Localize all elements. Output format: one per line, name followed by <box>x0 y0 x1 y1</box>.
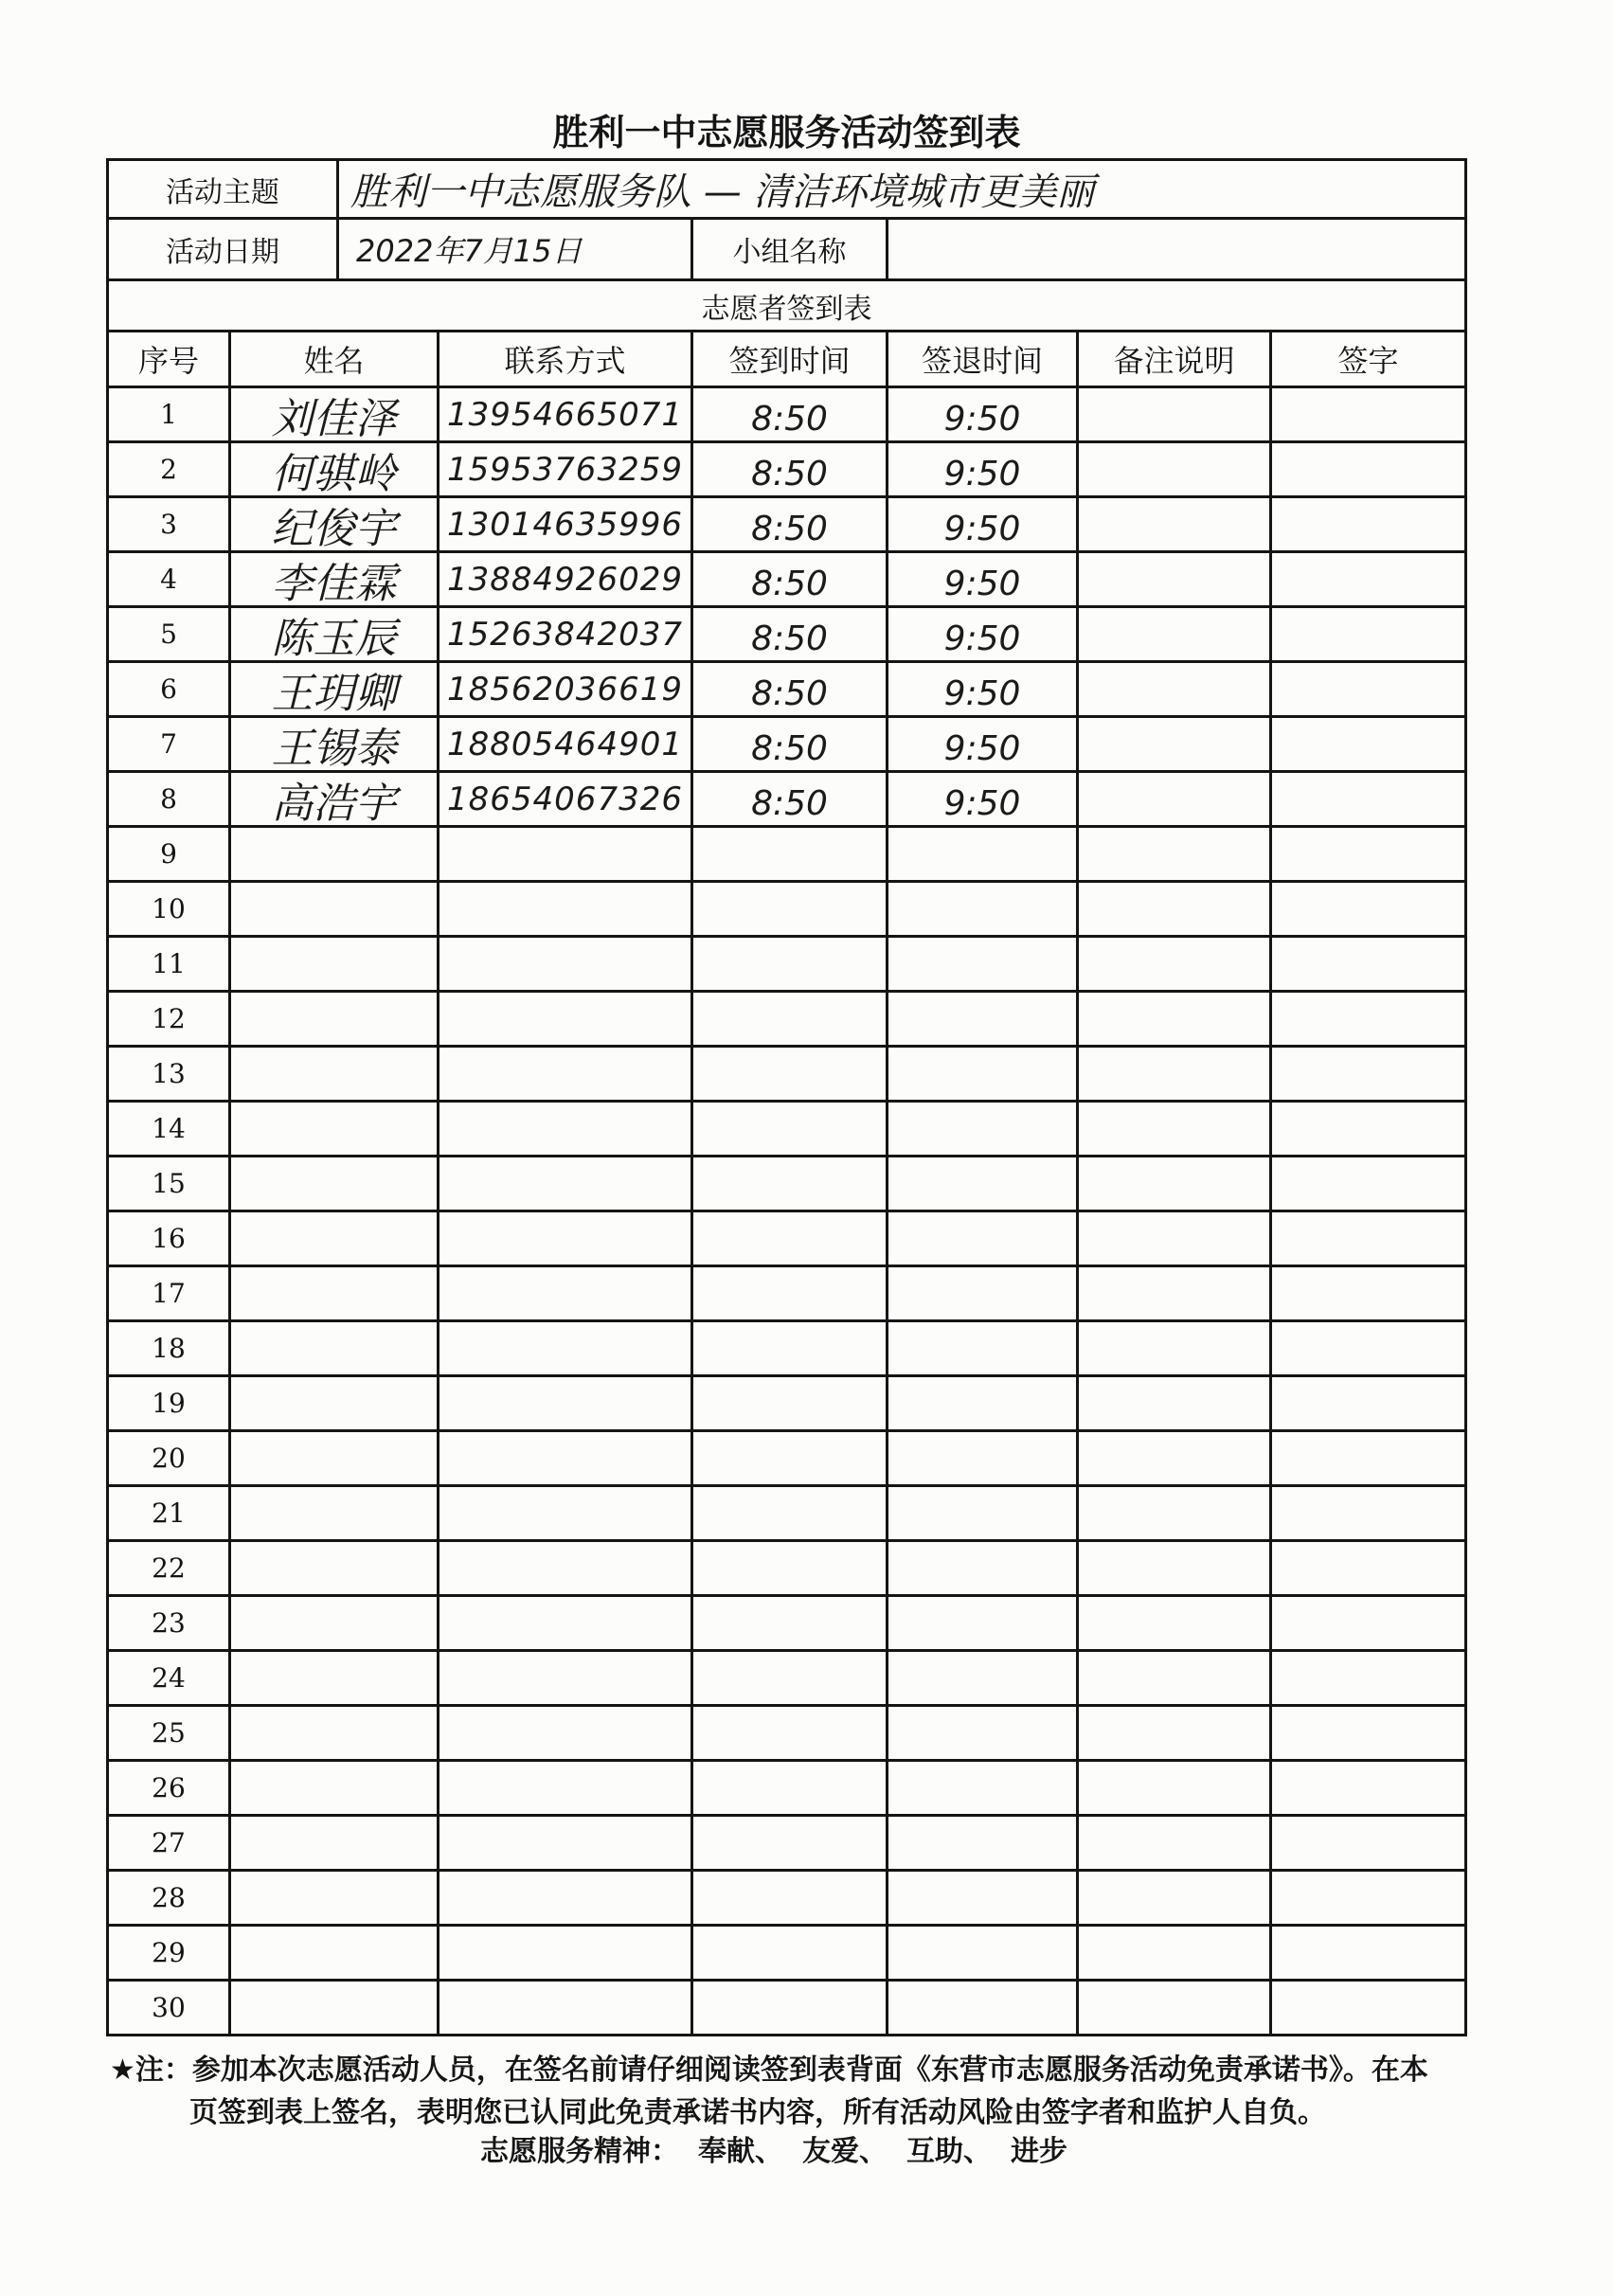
signature-cell <box>1272 1597 1467 1652</box>
sign-in-time <box>693 993 888 1048</box>
contact-phone <box>439 1817 693 1872</box>
sign-in-time <box>693 1487 888 1542</box>
volunteer-name <box>231 1212 439 1267</box>
contact-phone <box>439 1267 693 1322</box>
volunteer-name <box>231 1267 439 1322</box>
remark-cell <box>1079 828 1272 883</box>
sign-in-time: 8:50 <box>693 498 888 553</box>
sign-out-time: 9:50 <box>888 718 1079 773</box>
volunteer-name <box>231 883 439 938</box>
sign-in-time <box>693 938 888 993</box>
remark-cell <box>1079 1762 1272 1817</box>
sign-out-time <box>888 1432 1079 1487</box>
row-number: 26 <box>109 1762 231 1817</box>
spirit-value: 互助、 <box>906 2135 992 2168</box>
sign-out-time <box>888 1982 1079 2036</box>
activity-date-label: 活动日期 <box>109 220 339 281</box>
contact-phone <box>439 1157 693 1212</box>
signature-cell <box>1272 1267 1467 1322</box>
remark-cell <box>1079 1542 1272 1597</box>
row-number: 3 <box>109 498 231 553</box>
volunteer-name <box>231 1432 439 1487</box>
row-number: 30 <box>109 1982 231 2036</box>
row-number: 25 <box>109 1707 231 1762</box>
contact-phone <box>439 1322 693 1377</box>
sign-in-time <box>693 1872 888 1927</box>
row-number: 6 <box>109 663 231 718</box>
sign-out-time <box>888 938 1079 993</box>
sign-in-time <box>693 1267 888 1322</box>
remark-cell <box>1079 883 1272 938</box>
spirit-value: 奉献、 <box>698 2135 783 2168</box>
contact-phone <box>439 883 693 938</box>
group-name-label: 小组名称 <box>693 220 888 281</box>
contact-phone <box>439 1872 693 1927</box>
sign-out-time <box>888 1762 1079 1817</box>
sign-in-time <box>693 1927 888 1982</box>
volunteer-name: 纪俊宇 <box>231 498 439 553</box>
row-number: 8 <box>109 773 231 828</box>
sign-out-time <box>888 1103 1079 1157</box>
remark-cell <box>1079 1927 1272 1982</box>
volunteer-spirit <box>480 2133 1067 2171</box>
signin-section-title: 志愿者签到表 <box>109 281 1467 332</box>
signature-cell <box>1272 498 1467 553</box>
volunteer-name: 李佳霖 <box>231 553 439 608</box>
signature-cell <box>1272 443 1467 498</box>
sign-in-time <box>693 1817 888 1872</box>
signature-cell <box>1272 1542 1467 1597</box>
row-number: 20 <box>109 1432 231 1487</box>
sign-in-time <box>693 1157 888 1212</box>
sign-out-time <box>888 1927 1079 1982</box>
row-number: 1 <box>109 388 231 443</box>
volunteer-name <box>231 1982 439 2036</box>
volunteer-name <box>231 828 439 883</box>
sign-out-time <box>888 883 1079 938</box>
contact-phone <box>439 1652 693 1707</box>
sign-in-time <box>693 1707 888 1762</box>
remark-cell <box>1079 993 1272 1048</box>
remark-cell <box>1079 553 1272 608</box>
volunteer-name <box>231 938 439 993</box>
signature-cell <box>1272 1817 1467 1872</box>
signature-cell <box>1272 1982 1467 2036</box>
remark-cell <box>1079 1267 1272 1322</box>
contact-phone <box>439 1212 693 1267</box>
volunteer-name <box>231 1652 439 1707</box>
remark-cell <box>1079 1817 1272 1872</box>
activity-date-value: 2022年7月15日 <box>339 220 693 281</box>
signature-cell <box>1272 938 1467 993</box>
sign-out-time: 9:50 <box>888 553 1079 608</box>
volunteer-name: 王玥卿 <box>231 663 439 718</box>
signin-table <box>109 332 1467 2036</box>
volunteer-name: 刘佳泽 <box>231 388 439 443</box>
volunteer-name: 高浩宇 <box>231 773 439 828</box>
signature-cell <box>1272 883 1467 938</box>
row-number: 28 <box>109 1872 231 1927</box>
sign-out-time: 9:50 <box>888 443 1079 498</box>
volunteer-name <box>231 1597 439 1652</box>
row-number: 11 <box>109 938 231 993</box>
volunteer-name: 陈玉辰 <box>231 608 439 663</box>
remark-cell <box>1079 608 1272 663</box>
sign-in-time <box>693 1212 888 1267</box>
row-number: 4 <box>109 553 231 608</box>
row-number: 16 <box>109 1212 231 1267</box>
contact-phone <box>439 1762 693 1817</box>
header-name: 姓名 <box>231 332 439 388</box>
sign-in-time: 8:50 <box>693 388 888 443</box>
sign-out-time: 9:50 <box>888 608 1079 663</box>
volunteer-name <box>231 1817 439 1872</box>
volunteer-name <box>231 1103 439 1157</box>
signature-cell <box>1272 1103 1467 1157</box>
sign-in-time <box>693 828 888 883</box>
contact-phone: 18805464901 <box>439 718 693 773</box>
row-number: 21 <box>109 1487 231 1542</box>
remark-cell <box>1079 498 1272 553</box>
remark-cell <box>1079 1982 1272 2036</box>
sign-out-time <box>888 1377 1079 1432</box>
sign-out-time: 9:50 <box>888 773 1079 828</box>
contact-phone <box>439 993 693 1048</box>
signin-sheet <box>106 158 1467 2036</box>
sign-out-time <box>888 993 1079 1048</box>
disclaimer-line-2: 页签到表上签名，表明您已认同此免责承诺书内容，所有活动风险由签字者和监护人自负。 <box>189 2096 1326 2129</box>
header-no: 序号 <box>109 332 231 388</box>
row-number: 29 <box>109 1927 231 1982</box>
sign-out-time <box>888 1872 1079 1927</box>
disclaimer-line-1: ★注：参加本次志愿活动人员，在签名前请仔细阅读签到表背面《东营市志愿服务活动免责承诺书》。在本 <box>110 2054 1428 2087</box>
signature-cell <box>1272 1872 1467 1927</box>
volunteer-name <box>231 1927 439 1982</box>
spirit-label: 志愿服务精神： <box>480 2135 679 2168</box>
remark-cell <box>1079 663 1272 718</box>
signature-cell <box>1272 1927 1467 1982</box>
signature-cell <box>1272 1707 1467 1762</box>
row-number: 14 <box>109 1103 231 1157</box>
signature-cell <box>1272 1652 1467 1707</box>
sign-out-time <box>888 1048 1079 1103</box>
sign-out-time <box>888 1487 1079 1542</box>
sign-in-time <box>693 1597 888 1652</box>
volunteer-name <box>231 1157 439 1212</box>
sign-in-time <box>693 883 888 938</box>
row-number: 22 <box>109 1542 231 1597</box>
remark-cell <box>1079 938 1272 993</box>
sign-in-time <box>693 1048 888 1103</box>
signature-cell <box>1272 773 1467 828</box>
sign-in-time: 8:50 <box>693 773 888 828</box>
group-name-value <box>888 220 1467 281</box>
row-number: 17 <box>109 1267 231 1322</box>
signature-cell <box>1272 608 1467 663</box>
volunteer-name <box>231 1707 439 1762</box>
contact-phone <box>439 1982 693 2036</box>
info-section <box>109 161 1467 332</box>
remark-cell <box>1079 1103 1272 1157</box>
volunteer-name: 王锡泰 <box>231 718 439 773</box>
contact-phone <box>439 1707 693 1762</box>
volunteer-name <box>231 1542 439 1597</box>
sign-out-time: 9:50 <box>888 388 1079 443</box>
sign-in-time: 8:50 <box>693 718 888 773</box>
activity-theme-value: 胜利一中志愿服务队 — 清洁环境城市更美丽 <box>339 161 1467 220</box>
contact-phone: 13954665071 <box>439 388 693 443</box>
sign-in-time <box>693 1322 888 1377</box>
row-number: 7 <box>109 718 231 773</box>
sign-out-time <box>888 1212 1079 1267</box>
signature-cell <box>1272 663 1467 718</box>
remark-cell <box>1079 1597 1272 1652</box>
remark-cell <box>1079 1872 1272 1927</box>
row-number: 15 <box>109 1157 231 1212</box>
sign-out-time: 9:50 <box>888 663 1079 718</box>
sign-out-time <box>888 1597 1079 1652</box>
row-number: 18 <box>109 1322 231 1377</box>
contact-phone <box>439 1103 693 1157</box>
contact-phone <box>439 1048 693 1103</box>
remark-cell <box>1079 718 1272 773</box>
header-sign-out: 签退时间 <box>888 332 1079 388</box>
header-remark: 备注说明 <box>1079 332 1272 388</box>
contact-phone: 15263842037 <box>439 608 693 663</box>
contact-phone <box>439 828 693 883</box>
volunteer-name <box>231 1048 439 1103</box>
signature-cell <box>1272 718 1467 773</box>
contact-phone: 18654067326 <box>439 773 693 828</box>
spirit-value: 友爱、 <box>802 2135 888 2168</box>
row-number: 9 <box>109 828 231 883</box>
remark-cell <box>1079 1487 1272 1542</box>
contact-phone <box>439 1432 693 1487</box>
sign-out-time <box>888 1542 1079 1597</box>
contact-phone: 13884926029 <box>439 553 693 608</box>
contact-phone: 18562036619 <box>439 663 693 718</box>
signature-cell <box>1272 1157 1467 1212</box>
header-signature: 签字 <box>1272 332 1467 388</box>
contact-phone <box>439 1377 693 1432</box>
remark-cell <box>1079 1432 1272 1487</box>
volunteer-name <box>231 1377 439 1432</box>
sign-in-time <box>693 1377 888 1432</box>
remark-cell <box>1079 1652 1272 1707</box>
spirit-value: 进步 <box>1011 2135 1067 2168</box>
sign-in-time <box>693 1762 888 1817</box>
remark-cell <box>1079 1212 1272 1267</box>
sign-out-time <box>888 1817 1079 1872</box>
sign-in-time <box>693 1432 888 1487</box>
volunteer-name: 何骐岭 <box>231 443 439 498</box>
row-number: 13 <box>109 1048 231 1103</box>
signature-cell <box>1272 1487 1467 1542</box>
signature-cell <box>1272 1377 1467 1432</box>
row-number: 12 <box>109 993 231 1048</box>
row-number: 19 <box>109 1377 231 1432</box>
remark-cell <box>1079 1707 1272 1762</box>
sheet-title: 胜利一中志愿服务活动签到表 <box>552 112 1021 153</box>
header-sign-in: 签到时间 <box>693 332 888 388</box>
sign-in-time: 8:50 <box>693 608 888 663</box>
signature-cell <box>1272 1212 1467 1267</box>
remark-cell <box>1079 388 1272 443</box>
sign-out-time <box>888 828 1079 883</box>
volunteer-name <box>231 1762 439 1817</box>
signature-cell <box>1272 1432 1467 1487</box>
remark-cell <box>1079 1377 1272 1432</box>
sign-out-time <box>888 1157 1079 1212</box>
row-number: 10 <box>109 883 231 938</box>
sign-out-time <box>888 1322 1079 1377</box>
signature-cell <box>1272 993 1467 1048</box>
contact-phone: 13014635996 <box>439 498 693 553</box>
sign-in-time: 8:50 <box>693 663 888 718</box>
sign-in-time: 8:50 <box>693 443 888 498</box>
row-number: 5 <box>109 608 231 663</box>
signature-cell <box>1272 1048 1467 1103</box>
signature-cell <box>1272 388 1467 443</box>
sign-out-time <box>888 1707 1079 1762</box>
sign-in-time: 8:50 <box>693 553 888 608</box>
sign-in-time <box>693 1542 888 1597</box>
remark-cell <box>1079 1157 1272 1212</box>
contact-phone <box>439 1597 693 1652</box>
contact-phone <box>439 938 693 993</box>
contact-phone: 15953763259 <box>439 443 693 498</box>
volunteer-name <box>231 1487 439 1542</box>
contact-phone <box>439 1542 693 1597</box>
signature-cell <box>1272 553 1467 608</box>
sign-out-time <box>888 1652 1079 1707</box>
signature-cell <box>1272 1322 1467 1377</box>
row-number: 2 <box>109 443 231 498</box>
volunteer-name <box>231 1322 439 1377</box>
volunteer-name <box>231 1872 439 1927</box>
remark-cell <box>1079 443 1272 498</box>
remark-cell <box>1079 1322 1272 1377</box>
header-contact: 联系方式 <box>439 332 693 388</box>
contact-phone <box>439 1927 693 1982</box>
sign-in-time <box>693 1652 888 1707</box>
signature-cell <box>1272 828 1467 883</box>
sign-out-time: 9:50 <box>888 498 1079 553</box>
sign-out-time <box>888 1267 1079 1322</box>
signature-cell <box>1272 1762 1467 1817</box>
row-number: 24 <box>109 1652 231 1707</box>
sign-in-time <box>693 1982 888 2036</box>
row-number: 23 <box>109 1597 231 1652</box>
remark-cell <box>1079 1048 1272 1103</box>
activity-theme-label: 活动主题 <box>109 161 339 220</box>
sign-in-time <box>693 1103 888 1157</box>
volunteer-name <box>231 993 439 1048</box>
contact-phone <box>439 1487 693 1542</box>
row-number: 27 <box>109 1817 231 1872</box>
remark-cell <box>1079 773 1272 828</box>
